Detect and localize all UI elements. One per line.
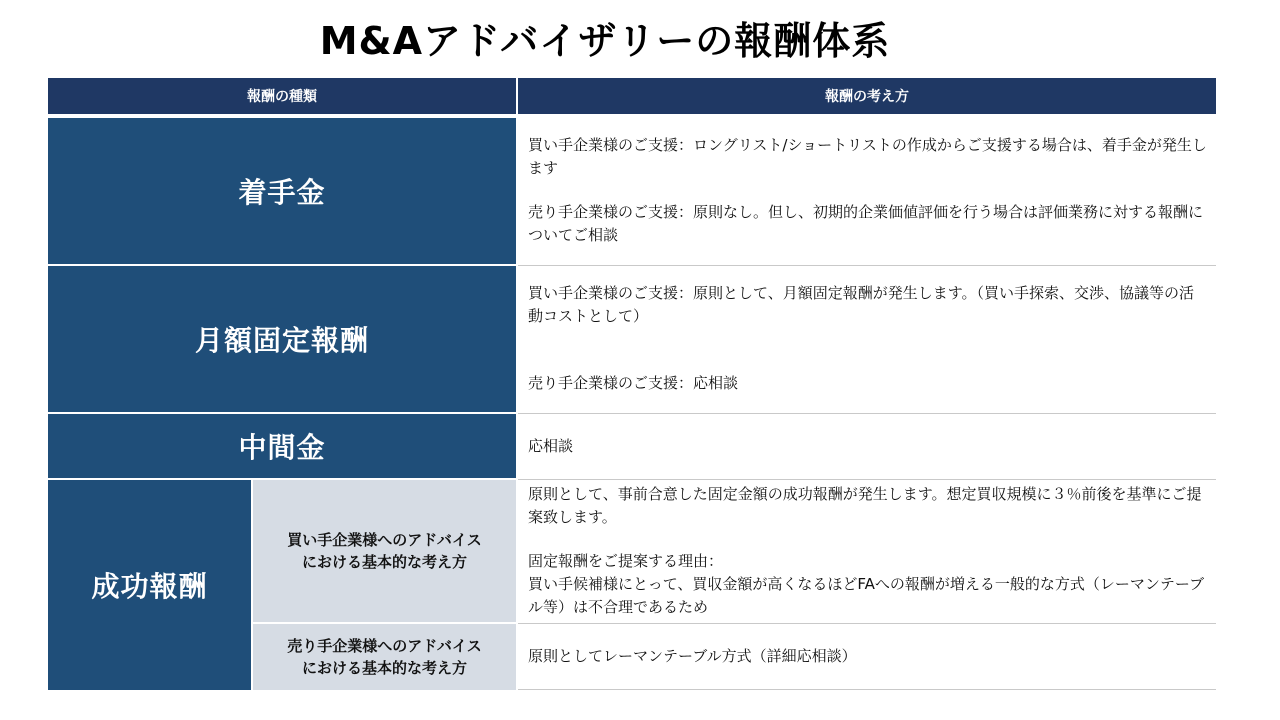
fee-type-interim: 中間金 — [48, 414, 516, 478]
fee-desc-success-buyer — [518, 480, 1216, 624]
page-title: M&Aアドバイザリーの報酬体系 — [319, 19, 891, 63]
fee-type-success: 成功報酬 — [48, 480, 251, 690]
desc-paragraph: 買い手企業様のご支援：原則として、月額固定報酬が発生します。（買い手探索、交渉、協議等の活動コストとして） — [528, 284, 1195, 325]
fee-desc-retainer — [518, 118, 1216, 266]
fee-desc-success-seller — [518, 624, 1216, 690]
fee-desc-monthly-retainer — [518, 266, 1216, 414]
fee-type-retainer: 着手金 — [48, 118, 516, 264]
header-fee-type: 報酬の種類 — [48, 78, 516, 114]
fee-desc-interim — [518, 414, 1216, 480]
success-sub-seller-label: 売り手企業様へのアドバイス における基本的な考え方 — [253, 624, 516, 690]
fee-type-monthly-retainer: 月額固定報酬 — [48, 266, 516, 412]
desc-paragraph: 売り手企業様のご支援：原則なし。但し、初期的企業価値評価を行う場合は評価業務に対する報酬についてご相談 — [528, 203, 1204, 244]
desc-paragraph: 買い手企業様のご支援：ロングリスト/ショートリストの作成からご支援する場合は、着手金が発生します — [528, 136, 1207, 177]
desc-paragraph: 固定報酬をご提案する理由： 買い手候補様にとって、買収金額が高くなるほどFAへの報酬が増える一般的な方式（レーマンテーブル等）は不合理であるため — [528, 552, 1205, 616]
desc-paragraph: 応相談 — [528, 437, 574, 455]
fee-structure-table — [48, 78, 1216, 690]
success-sub-buyer-label: 買い手企業様へのアドバイス における基本的な考え方 — [253, 480, 516, 622]
desc-paragraph: 売り手企業様のご支援：応相談 — [528, 374, 739, 392]
desc-paragraph: 原則として、事前合意した固定金額の成功報酬が発生します。想定買収規模に３％前後を基準にご提案致します。 — [528, 485, 1202, 526]
header-fee-approach: 報酬の考え方 — [518, 78, 1216, 114]
desc-paragraph: 原則としてレーマンテーブル方式（詳細応相談） — [528, 647, 857, 665]
